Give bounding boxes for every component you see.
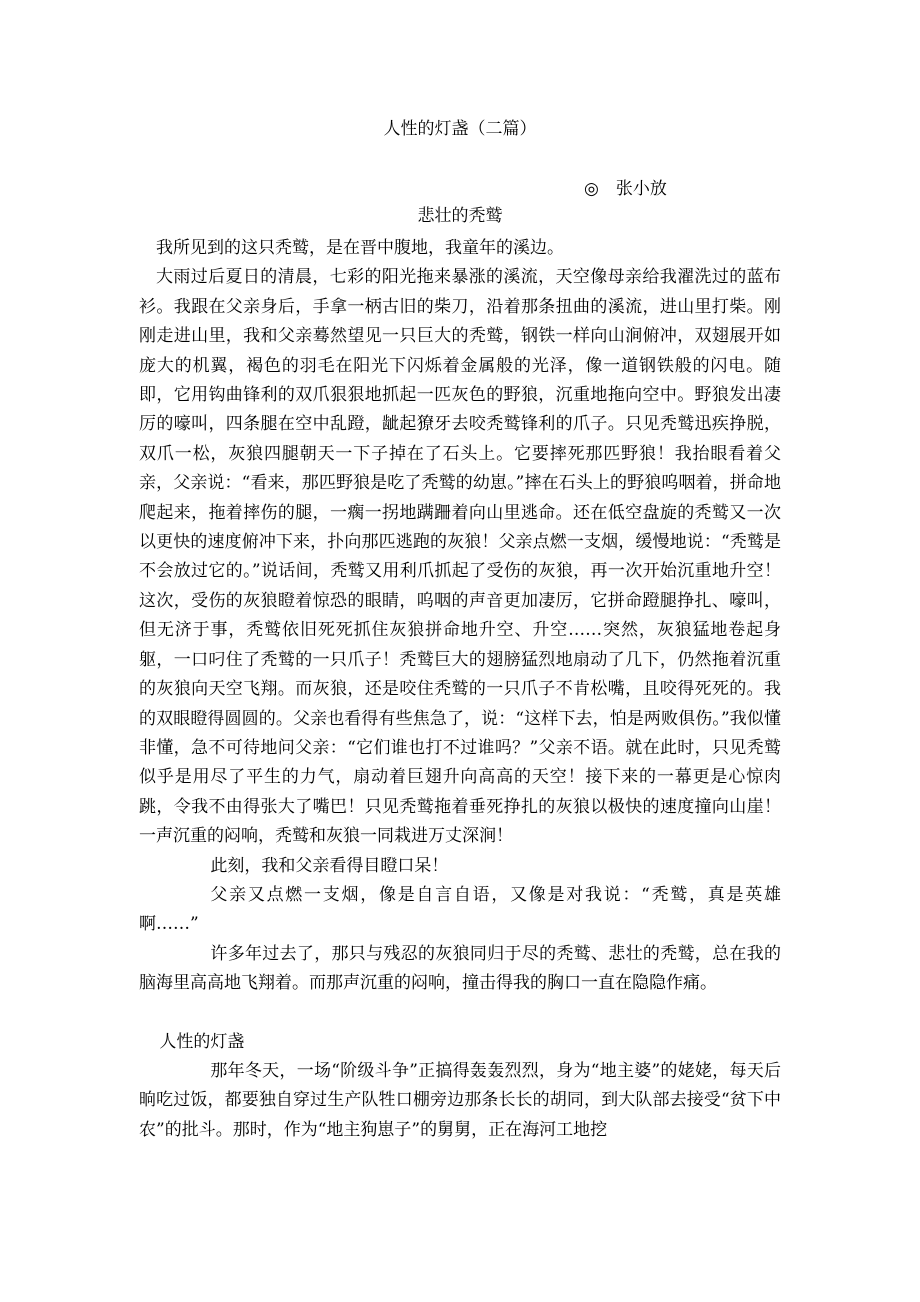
paragraph-2: 大雨过后夏日的清晨，七彩的阳光拖来暴涨的溪流，天空像母亲给我濯洗过的蓝布衫。我跟在父亲身后，手拿一柄古旧的柴刀，沿着那条扭曲的溪流，进山里打柴。刚刚走进山里，我和父亲蓦然望见一只巨大的秃鹫，钢铁一样向山涧俯冲，双翅展开如庞大的机翼，褐色的羽毛在阳光下闪烁着金属般的光泽，像一道钢铁般的闪电。随即，它用钩曲锋利的双爪狠狠地抓起一匹灰色的野狼，沉重地拖向空中。野狼发出凄厉的嚎叫，四条腿在空中乱蹬，龇起獠牙去咬秃鹫锋利的爪子。只见秃鹫迅疾挣脱，双爪一松，灰狼四腿朝天一下子掉在了石头上。它要摔死那匹野狼！我抬眼看着父亲，父亲说：“看来，那匹野狼是吃了秃鹫的幼崽。”摔在石头上的野狼呜咽着，拼命地爬起来，拖着摔伤的腿，一瘸一拐地蹒跚着向山里逃命。还在低空盘旋的秃鹫又一次以更快的速度俯冲下来，扑向那匹逃跑的灰狼！父亲点燃一支烟，缓慢地说：“秃鹫是不会放过它的。”说话间，秃鹫又用利爪抓起了受伤的灰狼，再一次开始沉重地升空！这次，受伤的灰狼瞪着惊恐的眼睛，呜咽的声音更加凄厉，它拼命蹬腿挣扎、嚎叫，但无济于事，秃鹫依旧死死抓住灰狼拼命地升空、升空……突然，灰狼猛地卷起身躯，一口叼住了秃鹫的一只爪子！秃鹫巨大的翅膀猛烈地扇动了几下，仍然拖着沉重的灰狼向天空飞翔。而灰狼，还是咬住秃鹫的一只爪子不肯松嘴，且咬得死死的。我的双眼瞪得圆圆的。父亲也看得有些焦急了，说：“这样下去，怕是两败俱伤。”我似懂非懂，急不可待地问父亲：“它们谁也打不过谁吗？”父亲不语。就在此时，只见秃鹫似乎是用尽了平生的力气，扇动着巨翅升向高高的天空！接下来的一幕更是心惊肉跳，令我不由得张大了嘴巴！只见秃鹫拖着垂死挣扎的灰狼以极快的速度撞向山崖！一声沉重的闷响，秃鹫和灰狼一同栽进万丈深涧！: [139, 267, 781, 847]
paragraph-3: 此刻，我和父亲看得目瞪口呆！: [210, 855, 449, 876]
section-title-2: 人性的灯盏: [159, 1031, 245, 1052]
body-text: [139, 234, 781, 1145]
page-title: 人性的灯盏（二篇）: [383, 119, 537, 139]
section-title-1: 悲壮的秃鹫: [417, 206, 503, 226]
paragraph-4: 父亲又点燃一支烟，像是自言自语，又像是对我说：“秃鹫，真是英雄啊……”: [139, 884, 781, 935]
paragraph-6: 那年冬天，一场“阶级斗争”正搞得轰轰烈烈，身为“地主婆”的姥姥，每天后晌吃过饭，都要独自穿过生产队牲口棚旁边那条长长的胡同，到大队部去接受“贫下中农”的批斗。那时，作为“地主狗崽子”的舅舅，正在海河工地挖: [139, 1060, 781, 1140]
author-line: ◎ 张小放: [584, 179, 667, 199]
paragraph-1: 我所见到的这只秃鹫，是在晋中腹地，我童年的溪边。: [156, 238, 564, 258]
paragraph-5: 许多年过去了，那只与残忍的灰狼同归于尽的秃鹫、悲壮的秃鹫，总在我的脑海里高高地飞翔着。而那声沉重的闷响，撞击得我的胸口一直在隐隐作痛。: [139, 943, 781, 994]
